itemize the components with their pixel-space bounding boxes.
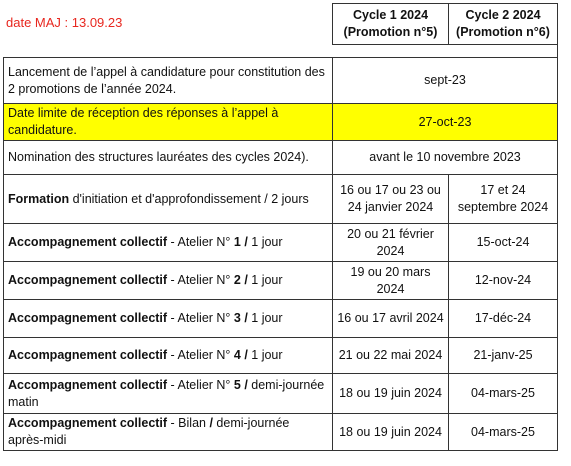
cell-cycle2-atelier2: 12-nov-24 — [449, 262, 558, 300]
row-label-atelier3 — [4, 300, 333, 338]
table-row — [4, 224, 558, 262]
cell-cycle2-atelier1: 15-oct-24 — [449, 224, 558, 262]
table-row — [4, 374, 558, 414]
atelier-number: 3 — [233, 311, 241, 325]
row-label-date-limite: Date limite de réception des réponses à l’appel à candidature. — [4, 104, 333, 141]
cell-cycle2-atelier4: 21-janv-25 — [449, 338, 558, 374]
cell-cycle2-bilan: 04-mars-25 — [449, 414, 558, 451]
cell-cycle2-formation: 17 et 24 septembre 2024 — [449, 175, 558, 224]
atelier-number: 1 — [233, 235, 241, 249]
header-cycle1 — [333, 4, 449, 45]
separator: / — [240, 235, 252, 249]
cell-cycle1-atelier2: 19 ou 20 mars 2024 — [333, 262, 449, 300]
label-bold: Formation — [8, 191, 70, 206]
row-label-formation — [4, 175, 333, 224]
row-label-atelier1 — [4, 224, 333, 262]
label-rest: 1 jour — [251, 348, 283, 362]
row-label-lancement: Lancement de l’appel à candidature pour constitution des 2 promotions de l’année 2024. — [4, 58, 333, 104]
cell-cycle1-formation: 16 ou 17 ou 23 ou 24 janvier 2024 — [333, 175, 449, 224]
header-cycle1-title: Cycle 1 2024 — [352, 8, 429, 22]
label-mid: - Atelier N° — [167, 311, 234, 325]
label-bold: Accompagnement collectif — [8, 377, 168, 392]
cell-cycle1-atelier4: 21 ou 22 mai 2024 — [333, 338, 449, 374]
header-row — [4, 4, 558, 45]
separator: / — [240, 348, 252, 362]
row-label-nomination: Nomination des structures lauréates des cycles 2024). — [4, 141, 333, 175]
row-value-date-limite: 27-oct-23 — [333, 104, 558, 141]
separator: / — [240, 311, 252, 325]
cell-cycle1-atelier3: 16 ou 17 avril 2024 — [333, 300, 449, 338]
label-rest: demi-journée matin — [8, 377, 325, 409]
table-row — [4, 175, 558, 224]
header-cycle2-title: Cycle 2 2024 — [465, 8, 541, 22]
row-label-atelier2 — [4, 262, 333, 300]
row-label-atelier5 — [4, 374, 333, 414]
spacer-cell — [449, 45, 558, 58]
spacer-cell — [4, 45, 333, 58]
label-mid: - Atelier N° — [167, 235, 234, 249]
label-mid: - Bilan — [167, 416, 210, 430]
separator: / — [209, 416, 217, 430]
table-row — [4, 414, 558, 451]
cell-cycle2-atelier5: 04-mars-25 — [449, 374, 558, 414]
cell-cycle1-bilan: 18 ou 19 juin 2024 — [333, 414, 449, 451]
atelier-number: 5 — [233, 377, 241, 392]
table-row — [4, 338, 558, 374]
header-cycle2 — [449, 4, 558, 45]
header-cycle1-promo: (Promotion n°5) — [343, 25, 438, 39]
label-bold: Accompagnement collectif — [8, 235, 168, 249]
label-rest: d'initiation et d'approfondissement / 2 jours — [69, 191, 309, 206]
label-bold: Accompagnement collectif — [8, 348, 168, 362]
label-rest: 1 jour — [251, 311, 283, 325]
header-cycle2-promo: (Promotion n°6) — [456, 25, 550, 39]
schedule-table — [3, 3, 558, 451]
table-row — [4, 300, 558, 338]
label-bold: Accompagnement collectif — [8, 416, 168, 430]
label-rest: demi-journée après-midi — [8, 416, 290, 447]
table-row — [4, 262, 558, 300]
row-label-atelier4 — [4, 338, 333, 374]
cell-cycle1-atelier1: 20 ou 21 février 2024 — [333, 224, 449, 262]
atelier-number: 4 — [233, 348, 241, 362]
separator: / — [240, 273, 252, 287]
separator: / — [240, 377, 252, 392]
date-maj: date MAJ : 13.09.23 — [6, 15, 123, 30]
cell-cycle1-atelier5: 18 ou 19 juin 2024 — [333, 374, 449, 414]
spacer-cell — [333, 45, 449, 58]
label-mid: - Atelier N° — [167, 377, 234, 392]
row-value-nomination: avant le 10 novembre 2023 — [333, 141, 558, 175]
label-mid: - Atelier N° — [167, 273, 234, 287]
label-bold: Accompagnement collectif — [8, 311, 168, 325]
label-rest: 1 jour — [251, 273, 283, 287]
row-label-bilan — [4, 414, 333, 451]
cell-cycle2-atelier3: 17-déc-24 — [449, 300, 558, 338]
atelier-number: 2 — [233, 273, 241, 287]
label-mid: - Atelier N° — [167, 348, 234, 362]
spacer-row — [4, 45, 558, 58]
label-rest: 1 jour — [251, 235, 283, 249]
row-value-lancement: sept-23 — [333, 58, 558, 104]
table-row — [4, 104, 558, 141]
table-row — [4, 141, 558, 175]
label-bold: Accompagnement collectif — [8, 273, 168, 287]
header-empty-cell — [4, 4, 333, 45]
table-row — [4, 58, 558, 104]
